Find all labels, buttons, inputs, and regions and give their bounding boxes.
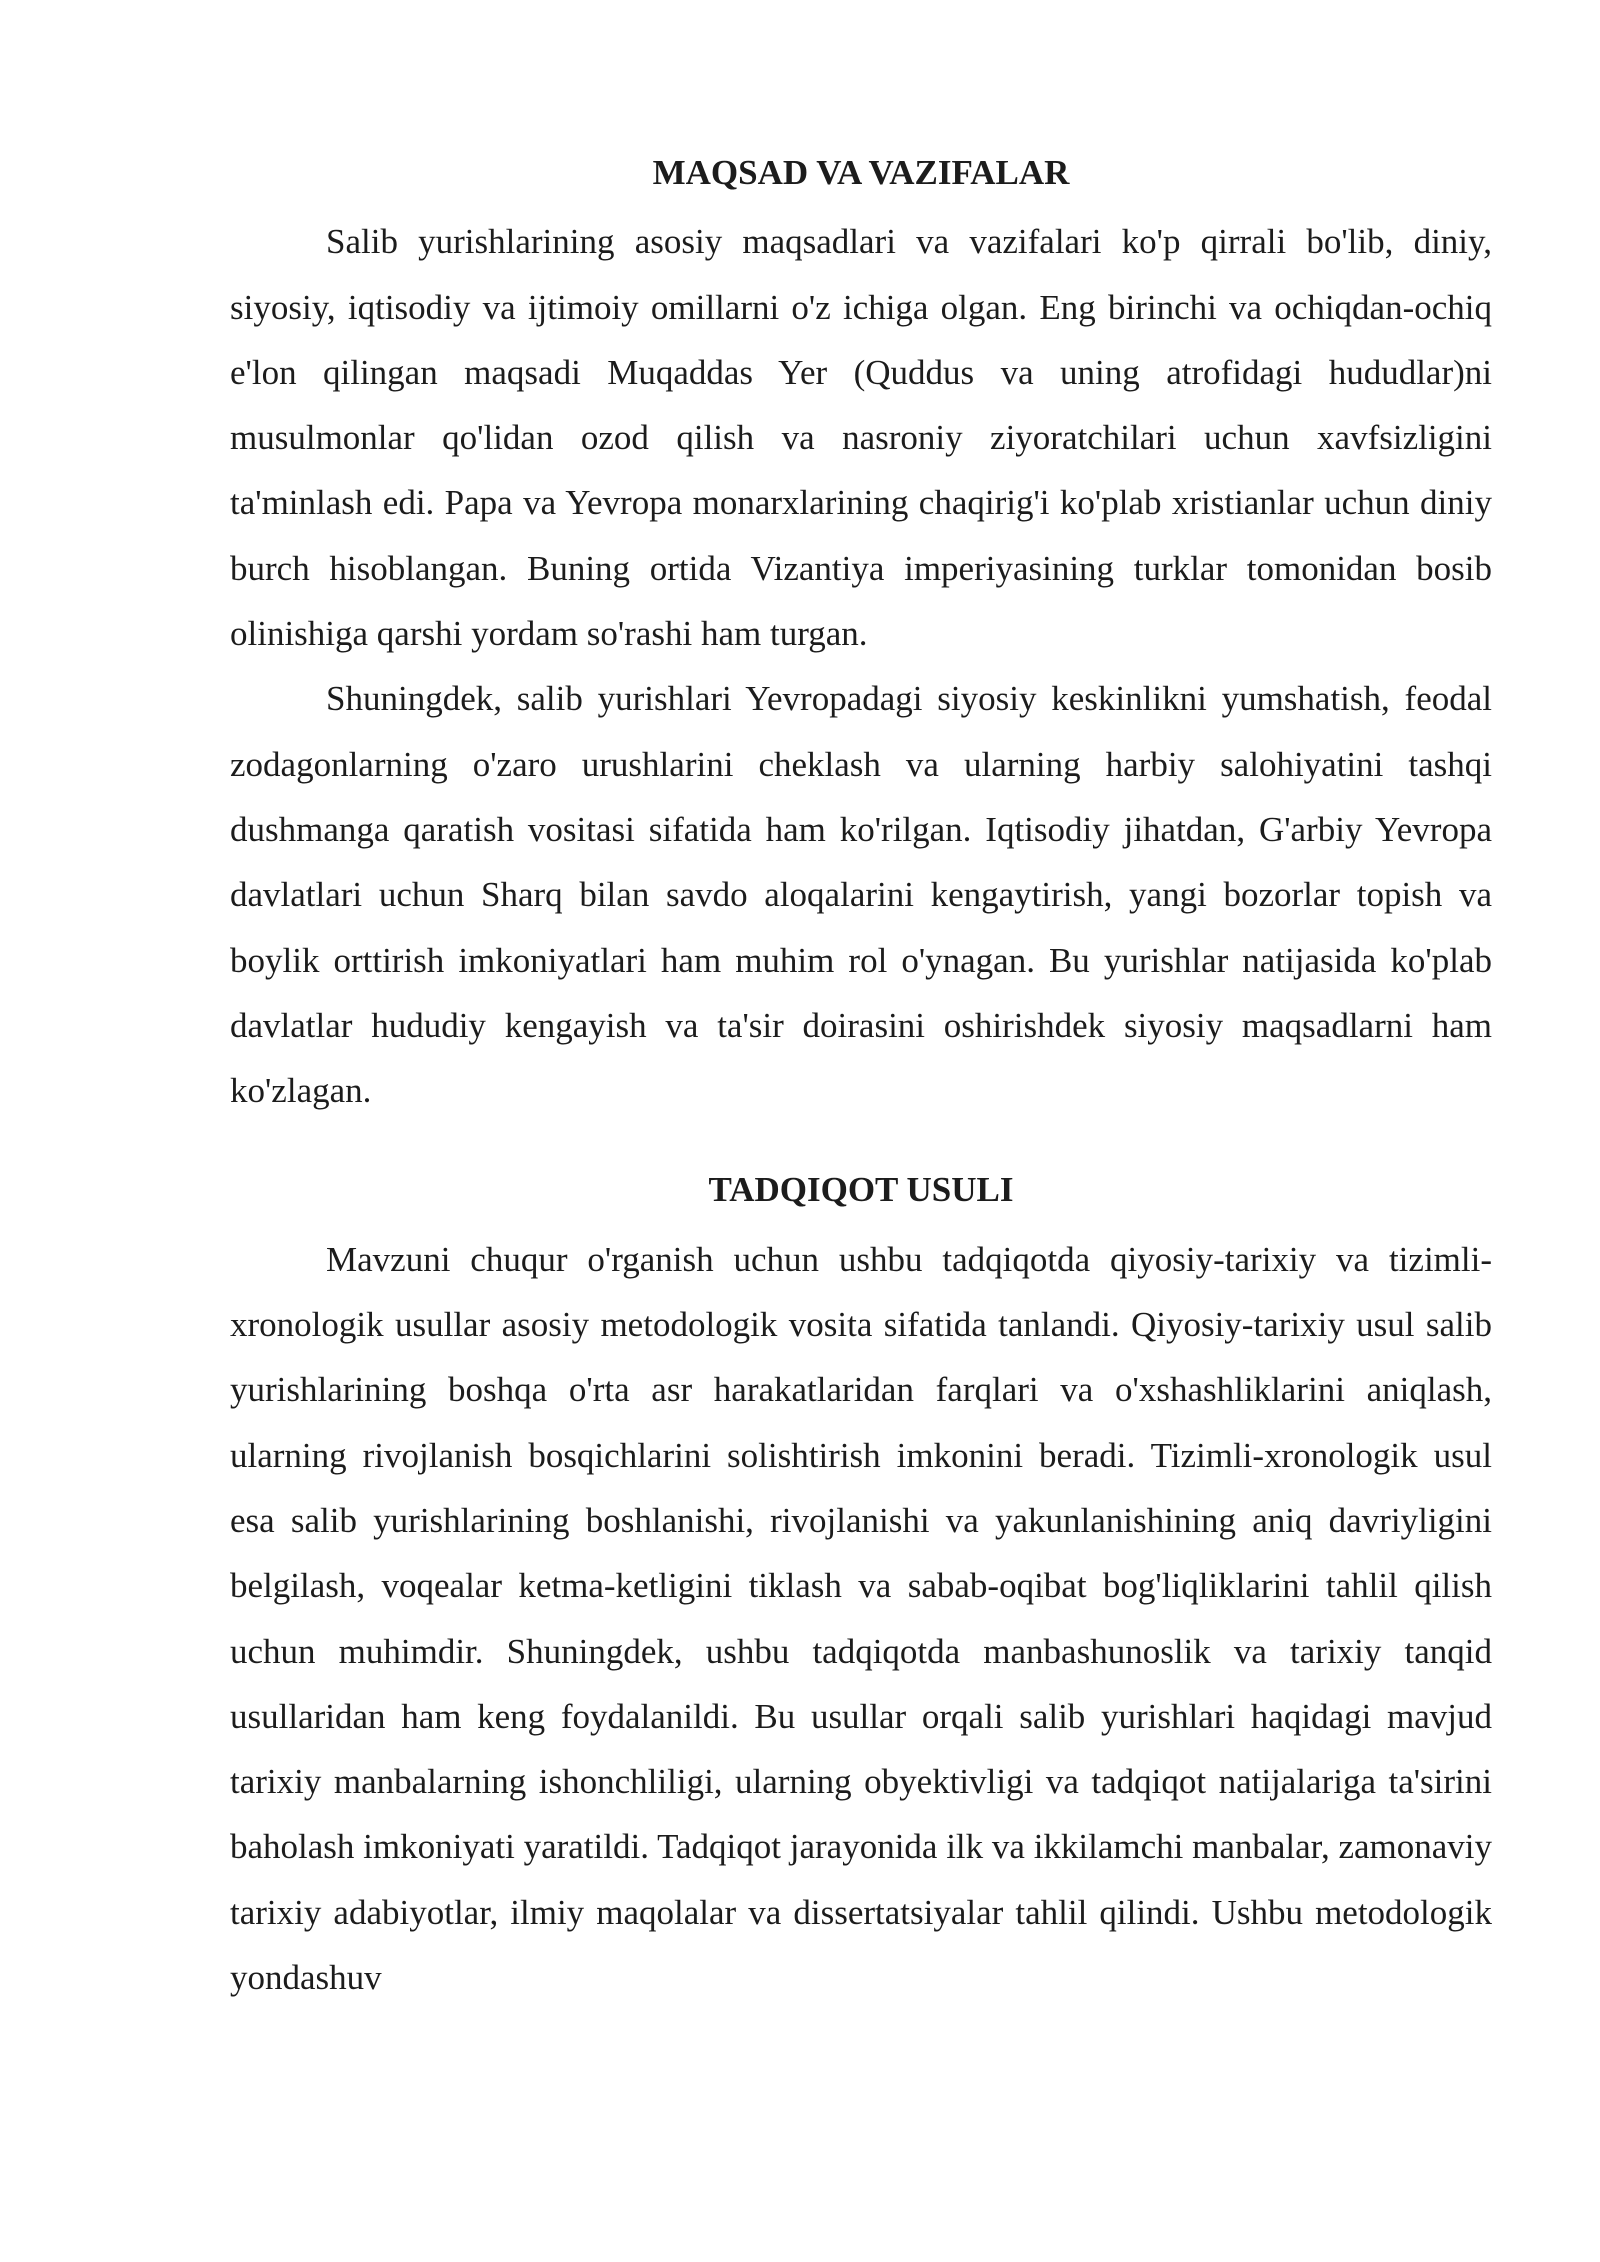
section-heading-tadqiqot: TADQIQOT USULI	[708, 1170, 1014, 1210]
document-page	[230, 140, 1492, 2010]
paragraph: Mavzuni chuqur o'rganish uchun ushbu tadqiqotda qiyosiy-tarixiy va tizimli-xronologik usullar asosiy metodologik vosita sifatida tanlandi. Qiyosiy-tarixiy usul salib yurishlarining boshqa o'rta asr harakatlaridan farqlari va o'xshashliklarini aniqlash, ularning rivojlanish bosqichlarini solishtirish imkonini beradi. Tizimli-xronologik usul esa salib yurishlarining boshlanishi, rivojlanishi va yakunlanishining aniq davriyligini belgilash, voqealar ketma-ketligini tiklash va sabab-oqibat bog'liqliklarini tahlil qilish uchun muhimdir. Shuningdek, ushbu tadqiqotda manbashunoslik va tarixiy tanqid usullaridan ham keng foydalanildi. Bu usullar orqali salib yurishlari haqidagi mavjud tarixiy manbalarning ishonchliligi, ularning obyektivligi va tadqiqot natijalariga ta'sirini baholash imkoniyati yaratildi. Tadqiqot jarayonida ilk va ikkilamchi manbalar, zamonaviy tarixiy adabiyotlar, ilmiy maqolalar va dissertatsiyalar tahlil qilindi. Ushbu metodologik yondashuv	[230, 1239, 1492, 1998]
paragraph: Salib yurishlarining asosiy maqsadlari va vazifalari ko'p qirrali bo'lib, diniy, siyosiy, iqtisodiy va ijtimoiy omillarni o'z ichiga olgan. Eng birinchi va ochiqdan-ochiq e'lon qilingan maqsadi Muqaddas Yer (Quddus va uning atrofidagi hududlar)ni musulmonlar qo'lidan ozod qilish va nasroniy ziyoratchilari uchun xavfsizligini ta'minlash edi. Papa va Yevropa monarxlarining chaqirig'i ko'plab xristianlar uchun diniy burch hisoblangan. Buning ortida Vizantiya imperiyasining turklar tomonidan bosib olinishiga qarshi yordam so'rashi ham turgan.	[230, 222, 1492, 654]
paragraph: Shuningdek, salib yurishlari Yevropadagi siyosiy keskinlikni yumshatish, feodal zodagonlarning o'zaro urushlarini cheklash va ularning harbiy salohiyatini tashqi dushmanga qaratish vositasi sifatida ham ko'rilgan. Iqtisodiy jihatdan, G'arbiy Yevropa davlatlari uchun Sharq bilan savdo aloqalarini kengaytirish, yangi bozorlar topish va boylik orttirish imkoniyatlari ham muhim rol o'ynagan. Bu yurishlar natijasida ko'plab davlatlar hududiy kengayish va ta'sir doirasini oshirishdek siyosiy maqsadlarni ham ko'zlagan.	[230, 679, 1492, 1111]
section-heading-maqsad: MAQSAD VA VAZIFALAR	[652, 153, 1070, 192]
